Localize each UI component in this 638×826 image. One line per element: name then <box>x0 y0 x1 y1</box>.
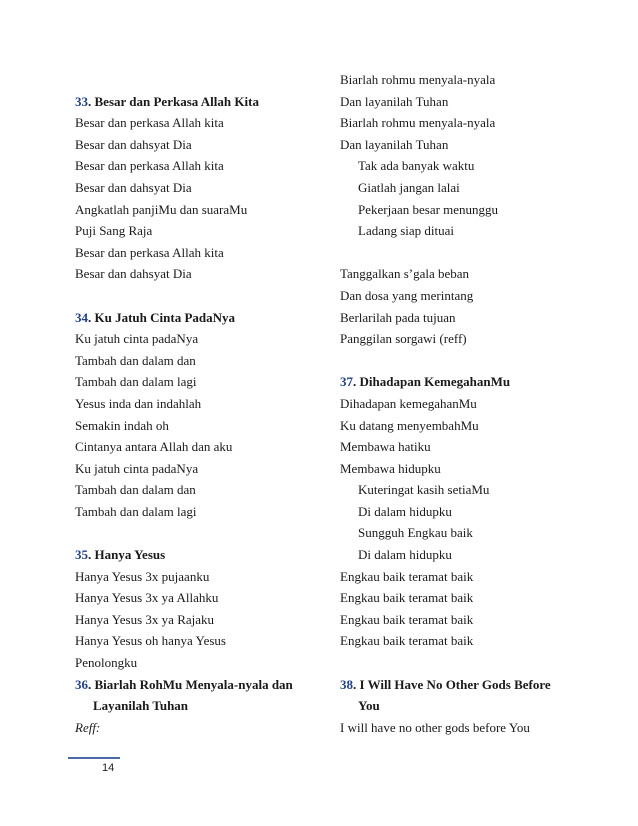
lyric-line: Berlarilah pada tujuan <box>340 309 456 325</box>
lyric-line: Hanya Yesus 3x ya Allahku <box>75 590 219 606</box>
refrain-label: Reff: <box>75 719 101 735</box>
song-title-text: . Biarlah RohMu Menyala-nyala dan <box>88 676 293 692</box>
lyric-line: Dan dosa yang merintang <box>340 287 474 303</box>
lyric-line: Biarlah rohmu menyala-nyala <box>340 115 496 131</box>
blank-line <box>340 350 610 372</box>
lyric-line-indented: Di dalam hidupku <box>358 547 452 563</box>
song-title-continued: Layanilah Tuhan <box>93 698 189 714</box>
lyric-line: Ku jatuh cinta padaNya <box>75 460 199 476</box>
lyric-line: Biarlah rohmu menyala-nyala <box>340 72 496 87</box>
song-title-text: . I Will Have No Other Gods Before <box>353 676 551 692</box>
song-title-text: . Hanya Yesus <box>88 547 166 563</box>
song-title-text: . Dihadapan KemegahanMu <box>353 374 511 390</box>
lyric-line: Hanya Yesus 3x ya Rajaku <box>75 611 215 627</box>
song-title <box>75 674 325 696</box>
lyric-line: Engkau baik teramat baik <box>340 633 474 649</box>
lyric-line: Besar dan dahsyat Dia <box>75 179 192 195</box>
lyric-line: Membawa hidupku <box>340 460 441 476</box>
lyric-line-indented: Pekerjaan besar menunggu <box>358 201 499 217</box>
song-title <box>75 307 325 329</box>
lyric-line: Engkau baik teramat baik <box>340 590 474 606</box>
lyric-line: Dan layanilah Tuhan <box>340 93 449 109</box>
lyric-line: Membawa hatiku <box>340 439 431 455</box>
lyric-line: Tambah dan dalam dan <box>75 482 196 498</box>
lyric-line: Besar dan dahsyat Dia <box>75 266 192 282</box>
song-number: 37 <box>340 374 353 390</box>
song-number: 33 <box>75 93 88 109</box>
lyric-line: Semakin indah oh <box>75 417 169 433</box>
song-number: 38 <box>340 676 353 692</box>
lyric-line: Penolongku <box>75 655 138 671</box>
lyric-line: Tambah dan dalam lagi <box>75 374 197 390</box>
song-title <box>75 91 325 113</box>
lyric-line: Tambah dan dalam dan <box>75 352 196 368</box>
page-number: 14 <box>102 762 115 774</box>
song-number: 35 <box>75 547 88 563</box>
lyric-line: Hanya Yesus 3x pujaanku <box>75 568 210 584</box>
lyric-line: Puji Sang Raja <box>75 223 153 239</box>
lyric-line: Tambah dan dalam lagi <box>75 503 197 519</box>
lyric-line-indented: Tak ada banyak waktu <box>358 158 475 174</box>
blank-line <box>340 242 610 264</box>
lyric-line: Cintanya antara Allah dan aku <box>75 439 233 455</box>
left-column <box>75 69 325 738</box>
song-title <box>340 371 610 393</box>
song-title-text: . Ku Jatuh Cinta PadaNya <box>88 309 235 325</box>
song-title <box>75 544 325 566</box>
song-number: 34 <box>75 309 88 325</box>
lyric-line: Besar dan perkasa Allah kita <box>75 115 224 131</box>
blank-line <box>75 522 325 544</box>
lyric-line: Dan layanilah Tuhan <box>340 136 449 152</box>
lyric-line-indented: Di dalam hidupku <box>358 503 452 519</box>
lyric-line-indented: Sungguh Engkau baik <box>358 525 473 541</box>
lyric-line: Besar dan perkasa Allah kita <box>75 244 224 260</box>
lyric-line: Engkau baik teramat baik <box>340 568 474 584</box>
song-title <box>340 674 610 696</box>
lyric-line: Besar dan perkasa Allah kita <box>75 158 224 174</box>
lyric-line: Engkau baik teramat baik <box>340 611 474 627</box>
lyric-line: Besar dan dahsyat Dia <box>75 136 192 152</box>
lyric-line: I will have no other gods before You <box>340 719 530 735</box>
lyric-line: Yesus inda dan indahlah <box>75 395 202 411</box>
song-number: 36 <box>75 676 88 692</box>
song-title-text: . Besar dan Perkasa Allah Kita <box>88 93 259 109</box>
lyric-line: Ku datang menyembahMu <box>340 417 479 433</box>
lyric-line: Dihadapan kemegahanMu <box>340 395 477 411</box>
lyric-line: Ku jatuh cinta padaNya <box>75 331 199 347</box>
blank-line <box>75 69 325 91</box>
song-title-continued: You <box>358 698 380 714</box>
lyric-line: Angkatlah panjiMu dan suaraMu <box>75 201 248 217</box>
blank-line <box>75 285 325 307</box>
lyric-line: Panggilan sorgawi (reff) <box>340 331 467 347</box>
lyric-line: Hanya Yesus oh hanya Yesus <box>75 633 226 649</box>
lyric-line: Tanggalkan s’gala beban <box>340 266 470 282</box>
footer-rule <box>68 757 120 759</box>
right-column <box>340 69 610 738</box>
blank-line <box>340 652 610 674</box>
lyric-line-indented: Kuteringat kasih setiaMu <box>358 482 490 498</box>
lyric-line-indented: Ladang siap dituai <box>358 223 455 239</box>
lyric-line-indented: Giatlah jangan lalai <box>358 179 460 195</box>
